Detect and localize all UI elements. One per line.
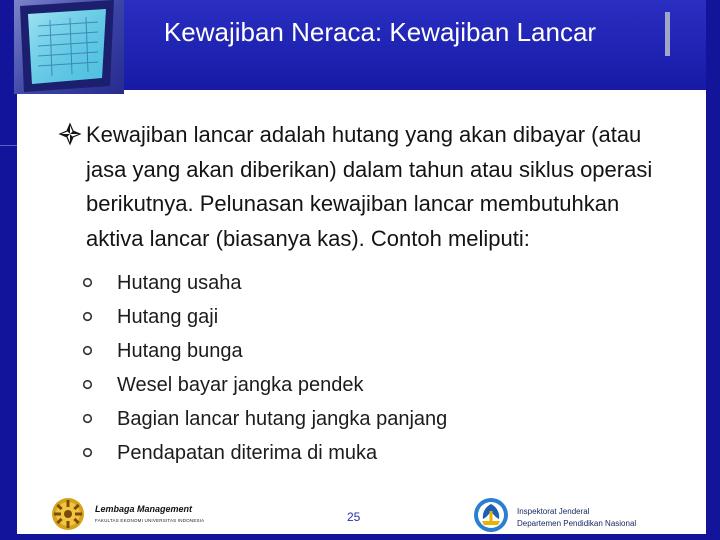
frame-bottom — [0, 534, 720, 540]
list-item — [58, 436, 678, 470]
tut-wuri-handayani-icon — [473, 497, 509, 533]
right-logo-line2: Departemen Pendidikan Nasional — [517, 519, 637, 528]
small-circle-icon — [82, 379, 93, 390]
frame-right — [706, 0, 720, 540]
left-logo-name: Lembaga Management — [95, 504, 193, 514]
footer — [17, 492, 706, 534]
diamond-four-petal-icon — [58, 122, 82, 146]
page-number: 25 — [347, 510, 361, 524]
list-item-text: Hutang bunga — [117, 340, 243, 362]
list-item-text: Bagian lancar hutang jangka panjang — [117, 408, 448, 430]
list-item — [58, 266, 678, 300]
left-logo-subtitle: FAKULTAS EKONOMI UNIVERSITAS INDONESIA — [95, 518, 205, 523]
small-circle-icon — [82, 311, 93, 322]
list-item-text: Hutang usaha — [117, 272, 242, 294]
examples-list — [58, 266, 678, 470]
list-item-text: Pendapatan diterima di muka — [117, 442, 378, 464]
list-item — [58, 334, 678, 368]
computer-monitor-photo — [14, 0, 124, 94]
list-item — [58, 402, 678, 436]
decorative-line — [0, 145, 17, 146]
small-circle-icon — [82, 413, 93, 424]
small-circle-icon — [82, 277, 93, 288]
small-circle-icon — [82, 447, 93, 458]
paragraph-text: Kewajiban lancar adalah hutang yang akan dibayar (atau jasa yang akan diberikan) dalam tahun atau siklus operasi berikutnya. Pelunasan kewajiban lancar membutuhkan aktiva lancar (biasanya kas). Contoh meliputi: — [86, 122, 653, 251]
list-item-text: Hutang gaji — [117, 306, 219, 328]
list-item-text: Wesel bayar jangka pendek — [117, 374, 364, 396]
makara-emblem-icon — [51, 497, 85, 531]
slide-title: Kewajiban Neraca: Kewajiban Lancar — [163, 17, 597, 47]
list-item — [58, 368, 678, 402]
title-accent-bar — [665, 12, 670, 56]
main-paragraph — [58, 118, 678, 256]
slide-content — [58, 118, 678, 470]
small-circle-icon — [82, 345, 93, 356]
list-item — [58, 300, 678, 334]
right-logo-line1: Inspektorat Jenderal — [517, 507, 590, 516]
